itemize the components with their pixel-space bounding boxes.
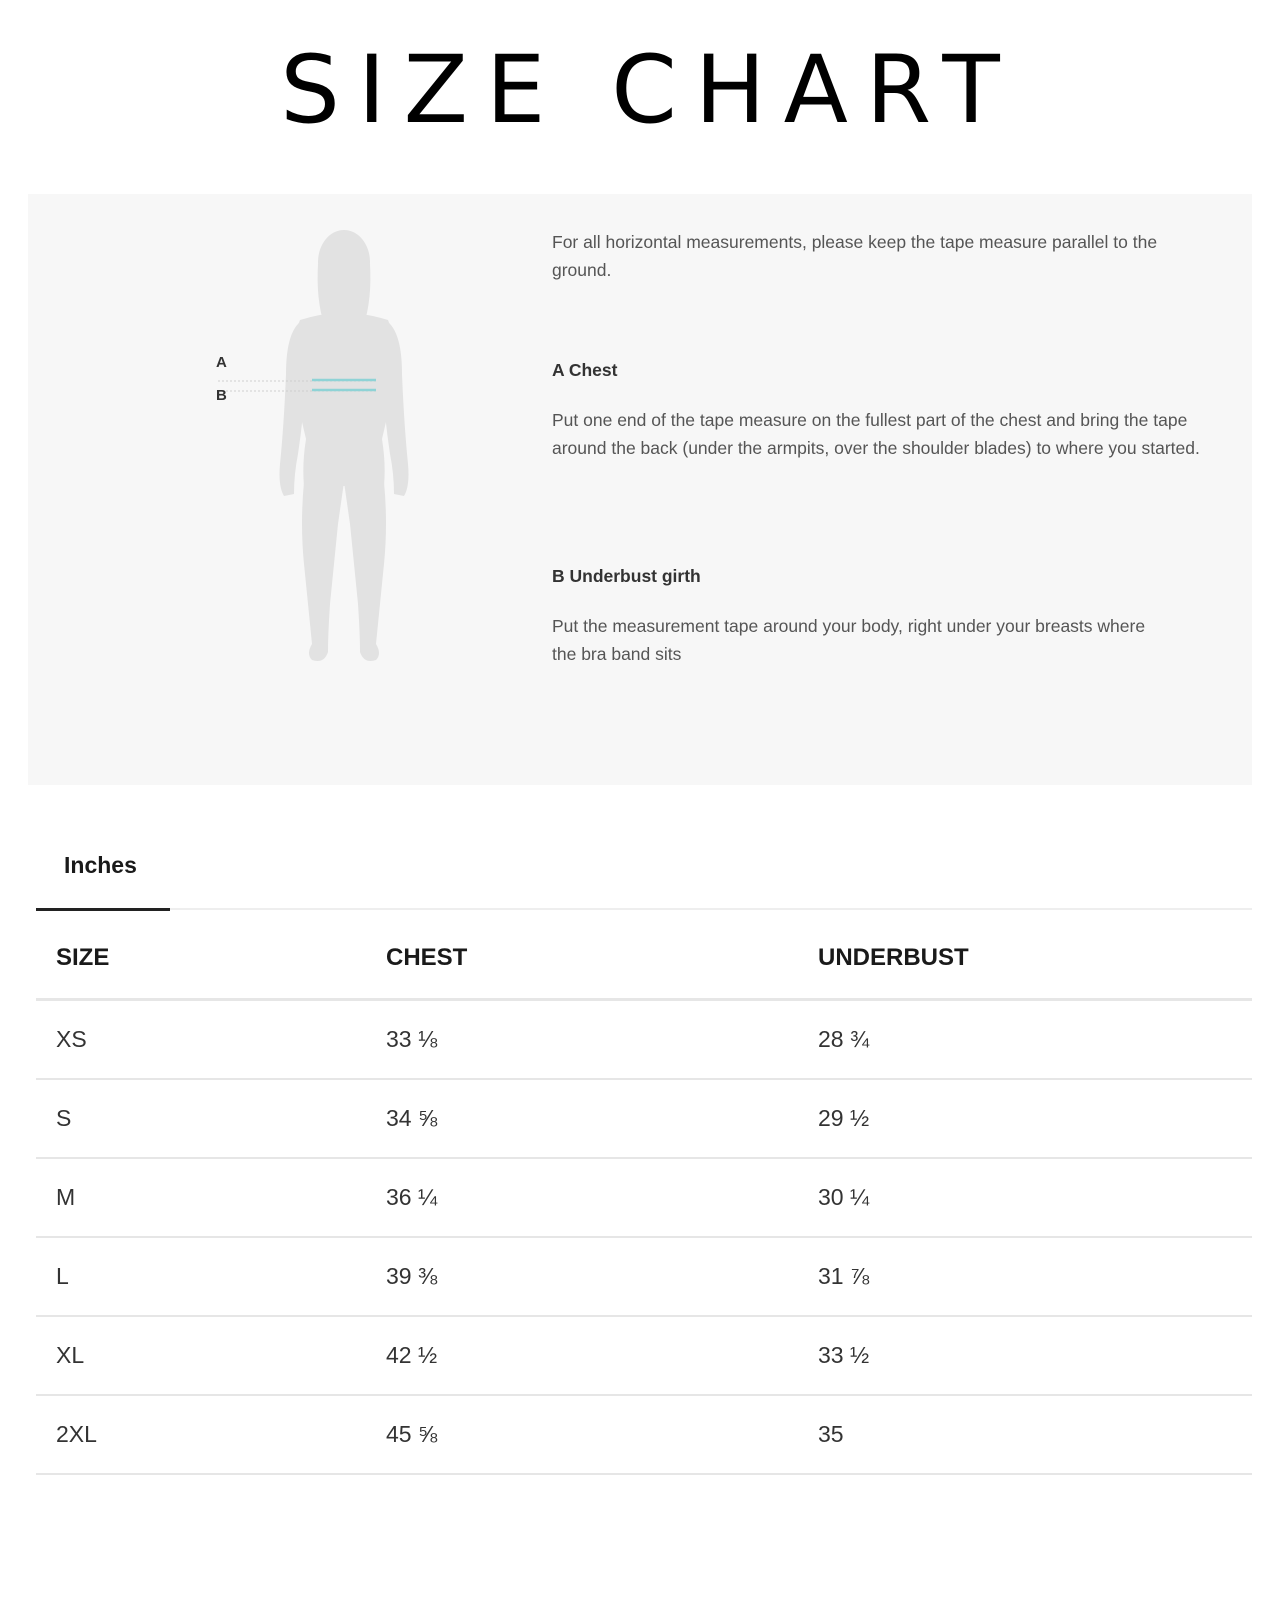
chest-cell: 45 ⅝ bbox=[366, 1395, 798, 1474]
table-header-row bbox=[36, 918, 1252, 1000]
chest-heading: A Chest bbox=[552, 360, 618, 380]
underbust-cell: 29 ½ bbox=[798, 1079, 1252, 1158]
chest-cell: 42 ½ bbox=[366, 1316, 798, 1395]
size-cell: XS bbox=[36, 1000, 366, 1080]
underbust-cell: 30 ¼ bbox=[798, 1158, 1252, 1237]
size-cell: S bbox=[36, 1079, 366, 1158]
table-row bbox=[36, 1158, 1252, 1237]
table-row bbox=[36, 1079, 1252, 1158]
marker-a-label: A bbox=[216, 354, 227, 371]
underbust-heading: B Underbust girth bbox=[552, 566, 701, 586]
marker-b-label: B bbox=[216, 387, 227, 404]
underbust-cell: 33 ½ bbox=[798, 1316, 1252, 1395]
size-cell: M bbox=[36, 1158, 366, 1237]
underbust-cell: 28 ¾ bbox=[798, 1000, 1252, 1080]
size-cell: 2XL bbox=[36, 1395, 366, 1474]
chest-cell: 39 ⅜ bbox=[366, 1237, 798, 1316]
unit-tabs bbox=[36, 826, 1252, 910]
measurement-guide-panel bbox=[28, 194, 1252, 785]
guide-intro: For all horizontal measurements, please keep the tape measure parallel to the ground. bbox=[552, 232, 1158, 280]
header-size: SIZE bbox=[36, 918, 366, 1000]
page-title: SIZE CHART bbox=[280, 36, 1018, 145]
chest-instructions: Put one end of the tape measure on the fullest part of the chest and bring the tape around the back (under the armpits, over the shoulder blades) to where you started. bbox=[552, 410, 1200, 458]
body-figure bbox=[188, 224, 448, 684]
table-row bbox=[36, 1000, 1252, 1080]
body-silhouette-icon bbox=[188, 224, 448, 684]
chest-cell: 36 ¼ bbox=[366, 1158, 798, 1237]
size-cell: XL bbox=[36, 1316, 366, 1395]
tab-inches[interactable] bbox=[36, 826, 170, 911]
table-row bbox=[36, 1237, 1252, 1316]
size-cell: L bbox=[36, 1237, 366, 1316]
header-underbust: UNDERBUST bbox=[798, 918, 1252, 1000]
table-row bbox=[36, 1395, 1252, 1474]
tab-inches-label: Inches bbox=[64, 852, 137, 878]
underbust-cell: 35 bbox=[798, 1395, 1252, 1474]
underbust-instructions: Put the measurement tape around your body, right under your breasts where the bra band sits bbox=[552, 616, 1146, 664]
underbust-cell: 31 ⅞ bbox=[798, 1237, 1252, 1316]
size-table bbox=[36, 918, 1252, 1475]
table-row bbox=[36, 1316, 1252, 1395]
chest-cell: 34 ⅝ bbox=[366, 1079, 798, 1158]
chest-cell: 33 ⅛ bbox=[366, 1000, 798, 1080]
header-chest: CHEST bbox=[366, 918, 798, 1000]
